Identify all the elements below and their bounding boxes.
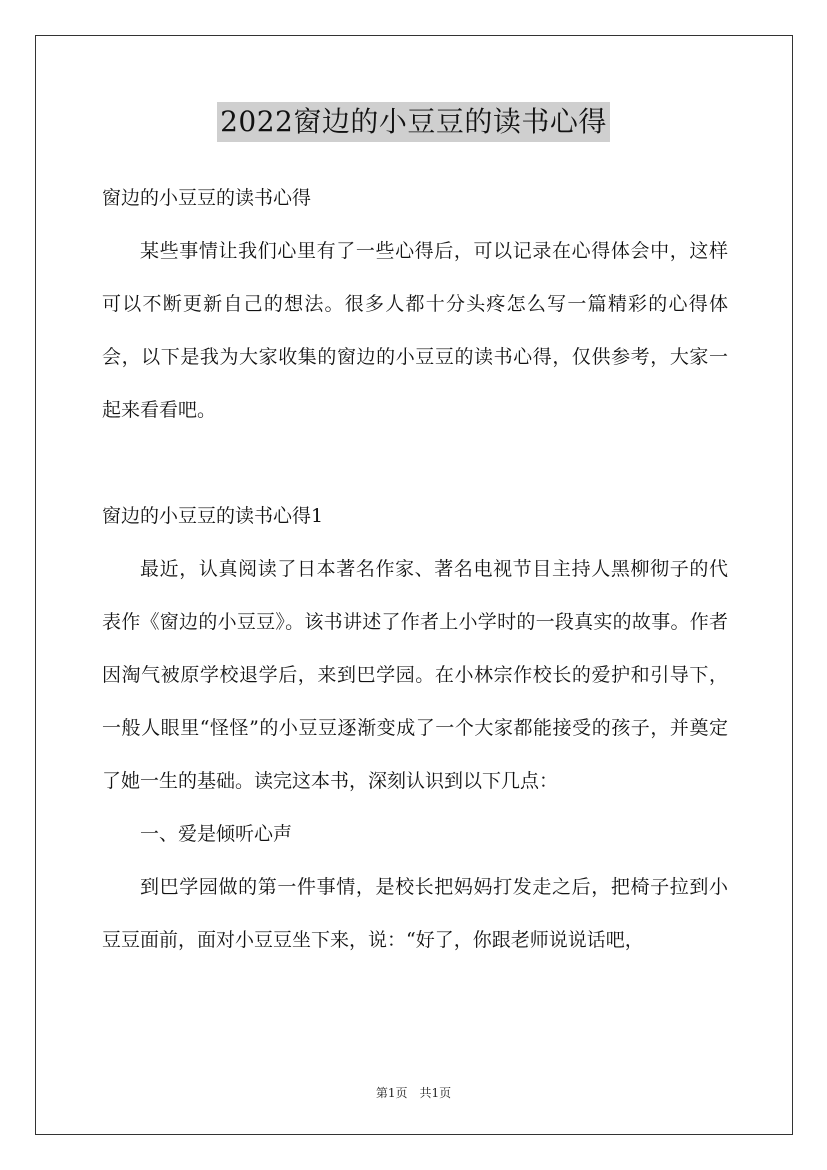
page-footer: 第1页 共1页 [375,1086,452,1100]
document-body [102,172,728,967]
intro-paragraph: 某些事情让我们心里有了一些心得后，可以记录在心得体会中，这样可以不断更新自己的想法。很多人都十分头疼怎么写一篇精彩的心得体会，以下是我为大家收集的窗边的小豆豆的读书心得，仅供参考，大家一起来看看吧。 [102,240,728,421]
body-paragraph: 最近，认真阅读了日本著名作家、著名电视节目主持人黑柳彻子的代表作《窗边的小豆豆》。该书讲述了作者上小学时的一段真实的故事。作者因淘气被原学校退学后，来到巴学园。在小林宗作校长的爱护和引导下，一般人眼里“怪怪”的小豆豆逐渐变成了一个大家都能接受的孩子，并奠定了她一生的基础。读完这本书，深刻认识到以下几点： [102,558,728,792]
point-heading: 一、爱是倾听心声 [140,823,293,845]
subtitle: 窗边的小豆豆的读书心得 [102,187,312,209]
blank-line [102,437,728,490]
section-heading: 窗边的小豆豆的读书心得1 [102,505,324,527]
document-title: 2022窗边的小豆豆的读书心得 [217,102,610,142]
body-paragraph-2: 到巴学园做的第一件事情，是校长把妈妈打发走之后，把椅子拉到小豆豆面前，面对小豆豆坐下来，说：“好了，你跟老师说说话吧， [102,876,728,951]
title-container [0,102,827,142]
